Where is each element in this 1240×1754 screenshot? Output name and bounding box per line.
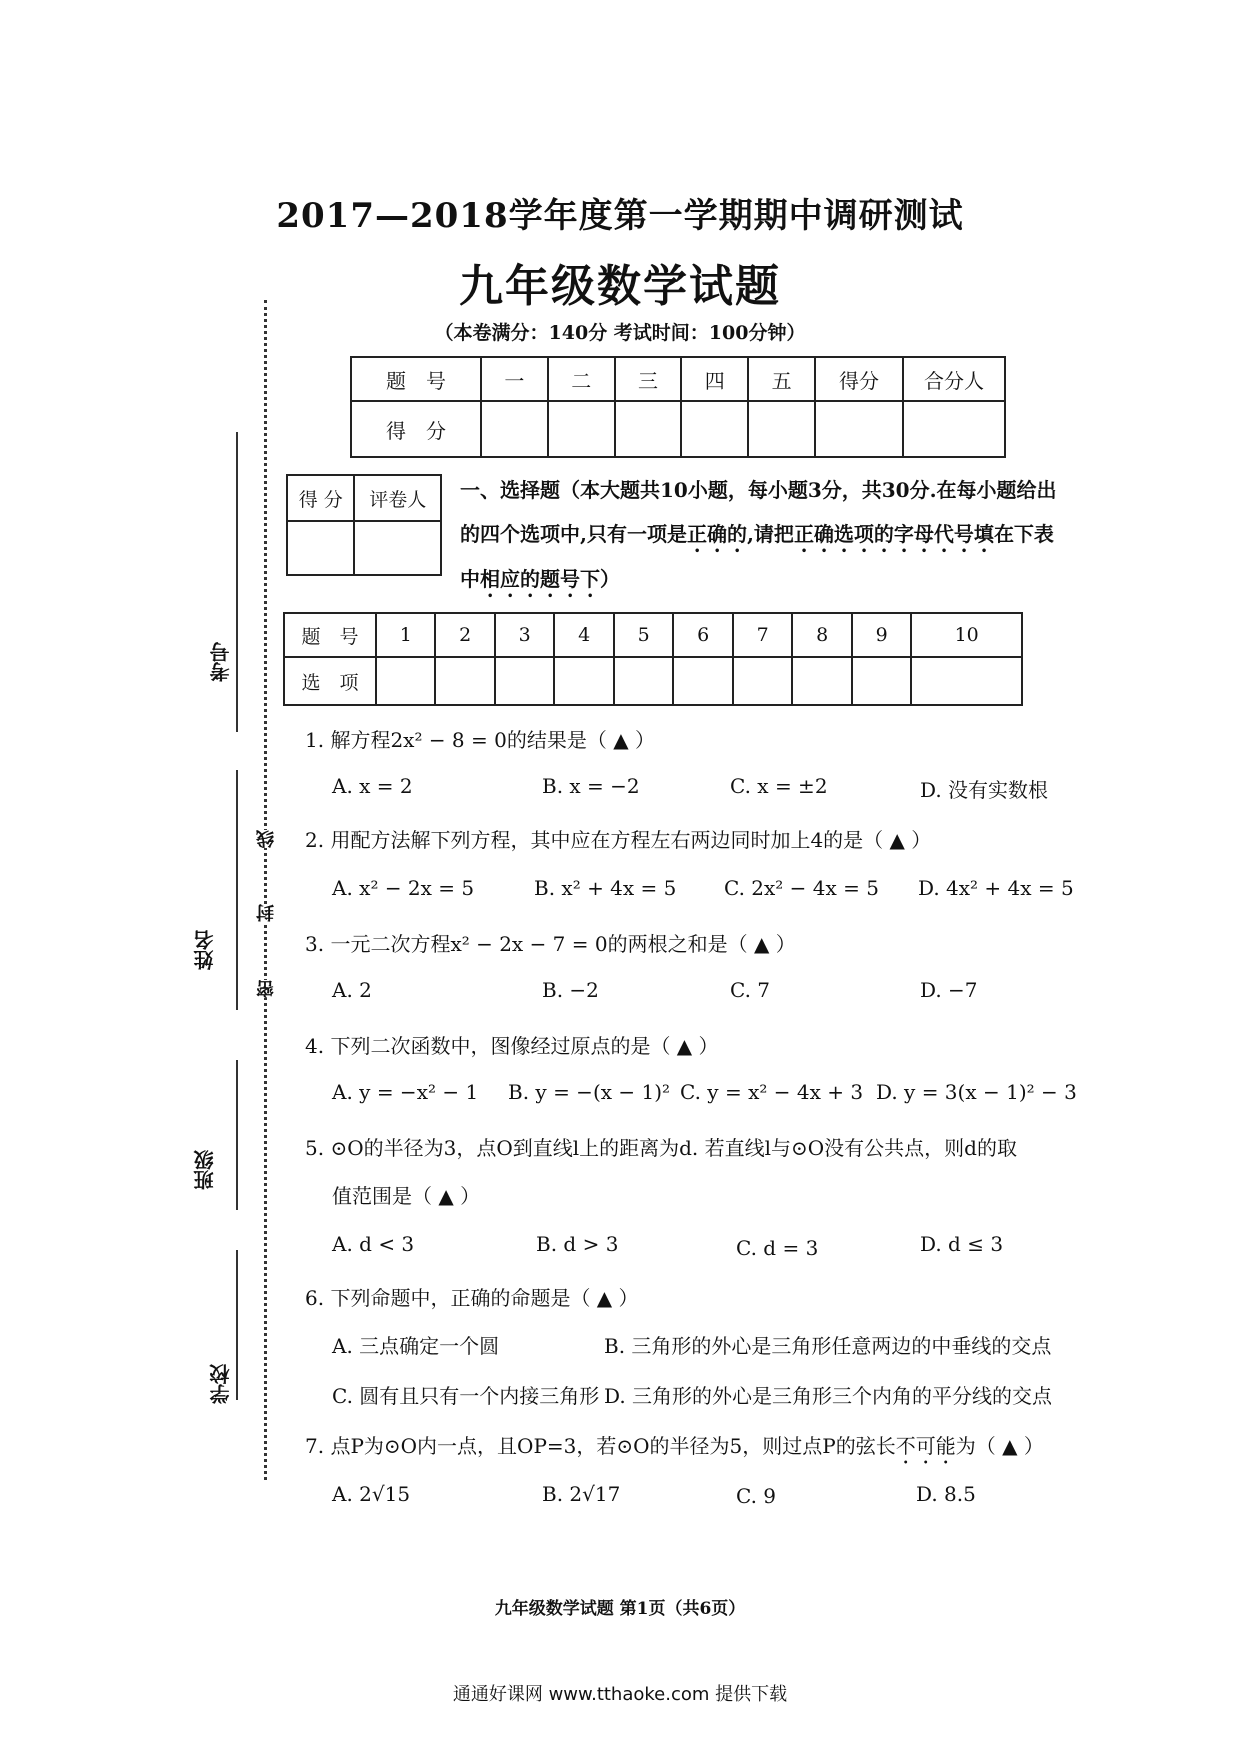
grader-score-cell[interactable]: [287, 521, 354, 575]
score-input-cell[interactable]: [681, 401, 748, 457]
score-header-cell: 五: [748, 357, 815, 401]
q7-option-d: D. 8.5: [916, 1482, 976, 1506]
xuexiao-write-line[interactable]: [236, 1250, 238, 1400]
question-1-stem: 1. 解方程2x² − 8 = 0的结果是（ ▲ ）: [305, 728, 655, 752]
section1-line3: 中相应的题号下）: [460, 567, 620, 591]
section1-line1: 一、选择题（本大题共10小题，每小题3分，共30分.在每小题给出: [460, 478, 1057, 502]
question-number-cell: 7: [733, 613, 792, 657]
emphasis-text: 相应的题号下: [480, 567, 600, 591]
q2-option-d: D. 4x² + 4x = 5: [918, 876, 1074, 900]
q4-option-d: D. y = 3(x − 1)² − 3: [876, 1080, 1077, 1104]
sidebar-kaohao-label: 考号: [209, 642, 233, 682]
emphasis-text: 不可能: [895, 1434, 956, 1458]
answer-input-cell[interactable]: [852, 657, 911, 705]
question-4-stem: 4. 下列二次函数中，图像经过原点的是（ ▲ ）: [305, 1034, 719, 1058]
score-row-label: 得 分: [351, 401, 481, 457]
q4-option-a: A. y = −x² − 1: [332, 1080, 479, 1104]
grader-name-cell[interactable]: [354, 521, 441, 575]
q5-option-c: C. d = 3: [736, 1236, 819, 1260]
xingming-write-line[interactable]: [236, 770, 238, 1010]
score-header-cell: 合分人: [903, 357, 1005, 401]
score-header-cell: 得分: [815, 357, 903, 401]
answer-input-cell[interactable]: [435, 657, 494, 705]
q6-option-b: B. 三角形的外心是三角形任意两边的中垂线的交点: [604, 1334, 1052, 1358]
q1-option-b: B. x = −2: [542, 774, 640, 798]
grader-score-label: 得 分: [287, 475, 354, 521]
question-number-cell: 8: [792, 613, 851, 657]
answer-row-label: 选 项: [284, 657, 376, 705]
q5-option-a: A. d < 3: [332, 1232, 415, 1256]
page-footer: 九年级数学试题 第1页（共6页）: [494, 1599, 746, 1619]
question-6-stem: 6. 下列命题中，正确的命题是（ ▲ ）: [305, 1286, 639, 1310]
answer-table-option-row: [284, 657, 1022, 705]
question-number-cell: 9: [852, 613, 911, 657]
q1-option-d: D. 没有实数根: [920, 778, 1049, 802]
section1-line2: 的四个选项中,只有一项是正确的,请把正确选项的字母代号填在下表: [460, 522, 1054, 546]
question-number-cell: 4: [554, 613, 613, 657]
q6-option-d: D. 三角形的外心是三角形三个内角的平分线的交点: [604, 1384, 1053, 1408]
sidebar-xingming-label: 姓名: [193, 930, 217, 970]
answer-input-cell[interactable]: [792, 657, 851, 705]
score-header-cell: 题 号: [351, 357, 481, 401]
answer-row-label: 题 号: [284, 613, 376, 657]
question-number-cell: 5: [614, 613, 673, 657]
kaohao-write-line[interactable]: [236, 432, 238, 732]
score-header-cell: 二: [548, 357, 615, 401]
score-input-cell[interactable]: [748, 401, 815, 457]
answer-input-cell[interactable]: [911, 657, 1022, 705]
answer-table-number-row: [284, 613, 1022, 657]
score-header-cell: 三: [615, 357, 682, 401]
grader-table: [286, 474, 442, 576]
q2-option-b: B. x² + 4x = 5: [534, 876, 677, 900]
answer-input-cell[interactable]: [554, 657, 613, 705]
q3-option-b: B. −2: [542, 978, 599, 1002]
q1-option-c: C. x = ±2: [730, 774, 828, 798]
q2-option-a: A. x² − 2x = 5: [332, 876, 475, 900]
sidebar-banji-label: 班级: [193, 1150, 217, 1190]
question-number-cell: 2: [435, 613, 494, 657]
q7-option-b: B. 2√17: [542, 1482, 621, 1506]
binding-xian-char: 线: [254, 830, 280, 848]
q3-option-d: D. −7: [920, 978, 978, 1002]
score-input-cell[interactable]: [815, 401, 903, 457]
q3-option-c: C. 7: [730, 978, 771, 1002]
q2-option-c: C. 2x² − 4x = 5: [724, 876, 879, 900]
q6-option-c: C. 圆有且只有一个内接三角形: [332, 1384, 600, 1408]
question-number-cell: 3: [495, 613, 554, 657]
score-input-cell[interactable]: [548, 401, 615, 457]
question-number-cell: 10: [911, 613, 1022, 657]
grader-name-label: 评卷人: [354, 475, 441, 521]
score-header-cell: 四: [681, 357, 748, 401]
q6-option-a: A. 三点确定一个圆: [332, 1334, 500, 1358]
score-table-score-row: [351, 401, 1005, 457]
score-input-cell[interactable]: [903, 401, 1005, 457]
question-3-stem: 3. 一元二次方程x² − 2x − 7 = 0的两根之和是（ ▲ ）: [305, 932, 796, 956]
q4-option-b: B. y = −(x − 1)²: [508, 1080, 671, 1104]
emphasis-text: 正确的: [686, 522, 747, 546]
emphasis-text: 正确选项的字母代号填: [793, 522, 994, 546]
q4-option-c: C. y = x² − 4x + 3: [680, 1080, 864, 1104]
question-number-cell: 6: [673, 613, 732, 657]
banji-write-line[interactable]: [236, 1060, 238, 1210]
q3-option-a: A. 2: [332, 978, 372, 1002]
binding-dotted-line: [264, 300, 267, 1480]
score-header-cell: 一: [481, 357, 548, 401]
answer-input-cell[interactable]: [495, 657, 554, 705]
question-5-stem-line1: 5. ⊙O的半径为3，点O到直线l上的距离为d. 若直线l与⊙O没有公共点，则d的取: [305, 1136, 1017, 1160]
q5-option-b: B. d > 3: [536, 1232, 619, 1256]
score-table-header-row: [351, 357, 1005, 401]
answer-table: [283, 612, 1023, 706]
exam-title-line2: 九年级数学试题: [459, 261, 781, 312]
binding-mi-char: 密: [254, 980, 280, 998]
question-number-cell: 1: [376, 613, 435, 657]
q7-option-c: C. 9: [736, 1484, 777, 1508]
exam-title-line1: 2017—2018学年度第一学期期中调研测试: [276, 196, 964, 236]
question-5-stem-line2: 值范围是（ ▲ ）: [332, 1184, 481, 1208]
download-watermark: 通通好课网 www.tthaoke.com 提供下载: [452, 1684, 788, 1705]
answer-input-cell[interactable]: [733, 657, 792, 705]
sidebar-xuexiao-label: 学校: [209, 1364, 233, 1404]
score-table: [350, 356, 1006, 458]
score-input-cell[interactable]: [481, 401, 548, 457]
answer-input-cell[interactable]: [376, 657, 435, 705]
exam-subtitle: （本卷满分：140分 考试时间：100分钟）: [434, 322, 806, 344]
answer-input-cell[interactable]: [673, 657, 732, 705]
binding-feng-char: 封: [254, 904, 280, 922]
q5-option-d: D. d ≤ 3: [920, 1232, 1004, 1256]
section1-instructions: [460, 468, 1060, 602]
question-7-stem: 7. 点P为⊙O内一点，且OP=3，若⊙O的半径为5，则过点P的弦长不可能为（ ▲ ）: [305, 1434, 1044, 1458]
q7-option-a: A. 2√15: [332, 1482, 411, 1506]
question-2-stem: 2. 用配方法解下列方程，其中应在方程左右两边同时加上4的是（ ▲ ）: [305, 828, 932, 852]
score-input-cell[interactable]: [615, 401, 682, 457]
answer-input-cell[interactable]: [614, 657, 673, 705]
q1-option-a: A. x = 2: [332, 774, 413, 798]
